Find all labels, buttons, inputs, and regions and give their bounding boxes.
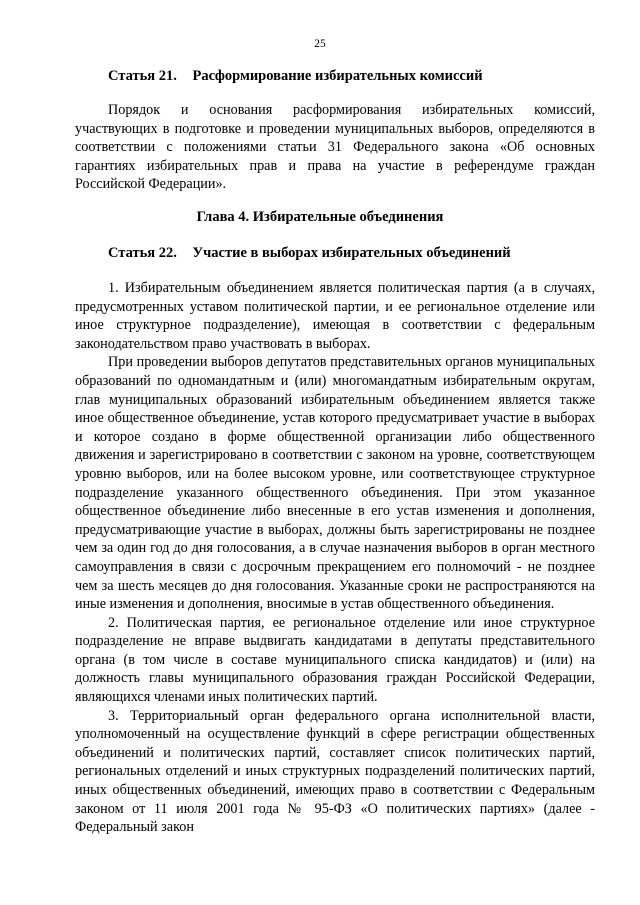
article-21-number: Статья 21. — [108, 68, 177, 84]
article-21-heading — [108, 68, 483, 85]
article-22-title: Участие в выборах избирательных объединений — [192, 245, 511, 261]
article-22-paragraph-3: 2. Политическая партия, ее региональное отделение или иное структурное подразделение не вправе выдвигать кандидатами в депутаты представительного органа (в том числе в составе муниципального списка кандидатов) и (или) на должность главы муниципального образования граждан Российской Федерации, являющихся членами иных политических партий. — [75, 614, 595, 706]
article-22-paragraph-1: 1. Избирательным объединением является политическая партия (а в случаях, предусмотренных уставом политической партии, и ее региональное отделение или иное структурное подразделение), имеющая в соответствии с федеральным законодательством право участвовать в выборах. — [75, 280, 595, 352]
article-22-paragraph-4: 3. Территориальный орган федерального органа исполнительной власти, уполномоченный на осуществление функций в сфере регистрации общественных объединений и политических партий, составляет список политических партий, региональных отделений и иных структурных подразделений политических партий, иных общественных объединений, имеющих право в соответствии с Федеральным законом от 11 июля 2001 года № 95-ФЗ «О политических партиях» (далее - Федеральный закон — [75, 707, 595, 836]
article-22-number: Статья 22. — [108, 245, 177, 261]
page-number: 25 — [314, 38, 326, 50]
article-21-title: Расформирование избирательных комиссий — [192, 68, 483, 84]
article-22-heading — [108, 245, 511, 262]
article-21-text: Порядок и основания расформирования избирательных комиссий, участвующих в подготовке и проведении муниципальных выборов, определяются в соответствии с положениями статьи 31 Федерального закона «Об основных гарантиях избирательных прав и права на участие в референдуме граждан Российской Федерации». — [75, 102, 595, 193]
chapter-4-heading: Глава 4. Избирательные объединения — [196, 209, 444, 225]
article-22-paragraph-2: При проведении выборов депутатов представительных органов муниципальных образований по одномандатным и (или) многомандатным избирательным округам, глав муниципальных образований избирательным объединением является также иное общественное объединение, устав которого предусматривает участие в выборах и которое создано в форме общественной организации либо общественного движения и зарегистрировано в соответствии с законом на уровне, соответствующем уровню выборов, или на более высоком уровне, или соответствующее структурное подразделение указанного общественного объединения. При этом указанное общественное объединение либо внесенные в его устав изменения и дополнения, предусматривающие участие в выборах, должны быть зарегистрированы не позднее чем за один год до дня голосования, а в случае назначения выборов в орган местного самоуправления в связи с досрочным прекращением его полномочий - не позднее чем за шесть месяцев до дня голосования. Указанные сроки не распространяются на иные изменения и дополнения, вносимые в устав общественного объединения. — [75, 354, 595, 613]
article-22-body — [75, 279, 595, 837]
